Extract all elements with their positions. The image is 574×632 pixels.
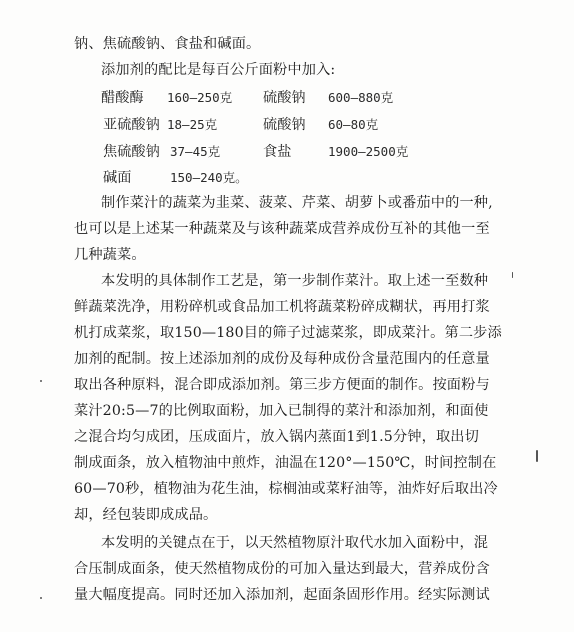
text-line: 机打成菜浆，取150—180目的筛子过滤菜浆，即成菜汁。第二步添 [74, 325, 502, 341]
scan-mark [40, 597, 42, 599]
text-line: 60—70秒，植物油为花生油，棕榈油或菜籽油等，油炸好后取出冷 [74, 481, 498, 497]
text-line: 却，经包装即成成品。 [74, 507, 218, 523]
ingredient-amount: 18—25克 [167, 117, 218, 132]
ingredient-name: 醋酸酶 [101, 90, 144, 106]
text-line: 鲜蔬菜洗净，用粉碎机或食品加工机将蔬菜粉碎成糊状，再用打浆 [74, 299, 490, 315]
text-line: 本发明的关键点在于，以天然植物原汁取代水加入面粉中，混 [101, 535, 489, 551]
ingredient-amount: 150—240克。 [170, 170, 248, 185]
text-line: 菜汁20:5—7的比例取面粉，加入已制得的菜汁和添加剂，和面使 [74, 403, 489, 419]
ingredient-name: 碱面 [103, 170, 132, 186]
text-line: 钠、焦硫酸钠、食盐和碱面。 [74, 36, 261, 52]
ingredient-amount: 1900—2500克 [328, 144, 409, 159]
ingredient-name: 硫酸钠 [263, 90, 306, 106]
ingredient-name: 硫酸钠 [263, 117, 306, 133]
ingredient-amount: 60—80克 [328, 117, 379, 132]
text-line: 合压制成面条，使天然植物成份的可加入量达到最大，营养成份含 [74, 561, 490, 577]
text-line: 取出各种原料，混合即成添加剂。第三步方便面的制作。按面粉与 [74, 377, 490, 393]
ingredient-name: 亚硫酸钠 [103, 117, 160, 133]
scan-mark [536, 450, 538, 462]
text-line: 之混合均匀成团，压成面片，放入锅内蒸面1到1.5分钟，取出切 [74, 429, 479, 445]
ingredient-name: 食盐 [263, 144, 292, 160]
text-line: 添加剂的配比是每百公斤面粉中加入: [101, 62, 336, 78]
text-line: 本发明的具体制作工艺是，第一步制作菜汁。取上述一至数种 [101, 273, 489, 289]
text-line: 量大幅度提高。同时还加入添加剂，起面条固形作用。经实际测试 [74, 587, 490, 603]
ingredient-name: 焦硫酸钠 [103, 144, 160, 160]
text-line: 加剂的配制。按上述添加剂的成份及每种成份含量范围内的任意量 [74, 351, 490, 367]
ingredient-amount: 160—250克 [167, 90, 233, 105]
text-line: 制作菜汁的蔬菜为韭菜、菠菜、芹菜、胡萝卜或番茄中的一种, [101, 195, 493, 211]
ingredient-amount: 600—880克 [328, 90, 394, 105]
scan-mark [40, 380, 42, 382]
text-line: 制成面条，放入植物油中煎炸，油温在120°—150℃，时间控制在 [74, 455, 497, 471]
scan-mark [512, 272, 513, 278]
ingredient-amount: 37—45克 [170, 144, 221, 159]
text-line: 几种蔬菜。 [74, 247, 146, 263]
text-line: 也可以是上述某一种蔬菜及与该种蔬菜成营养成份互补的其他一至 [74, 221, 490, 237]
